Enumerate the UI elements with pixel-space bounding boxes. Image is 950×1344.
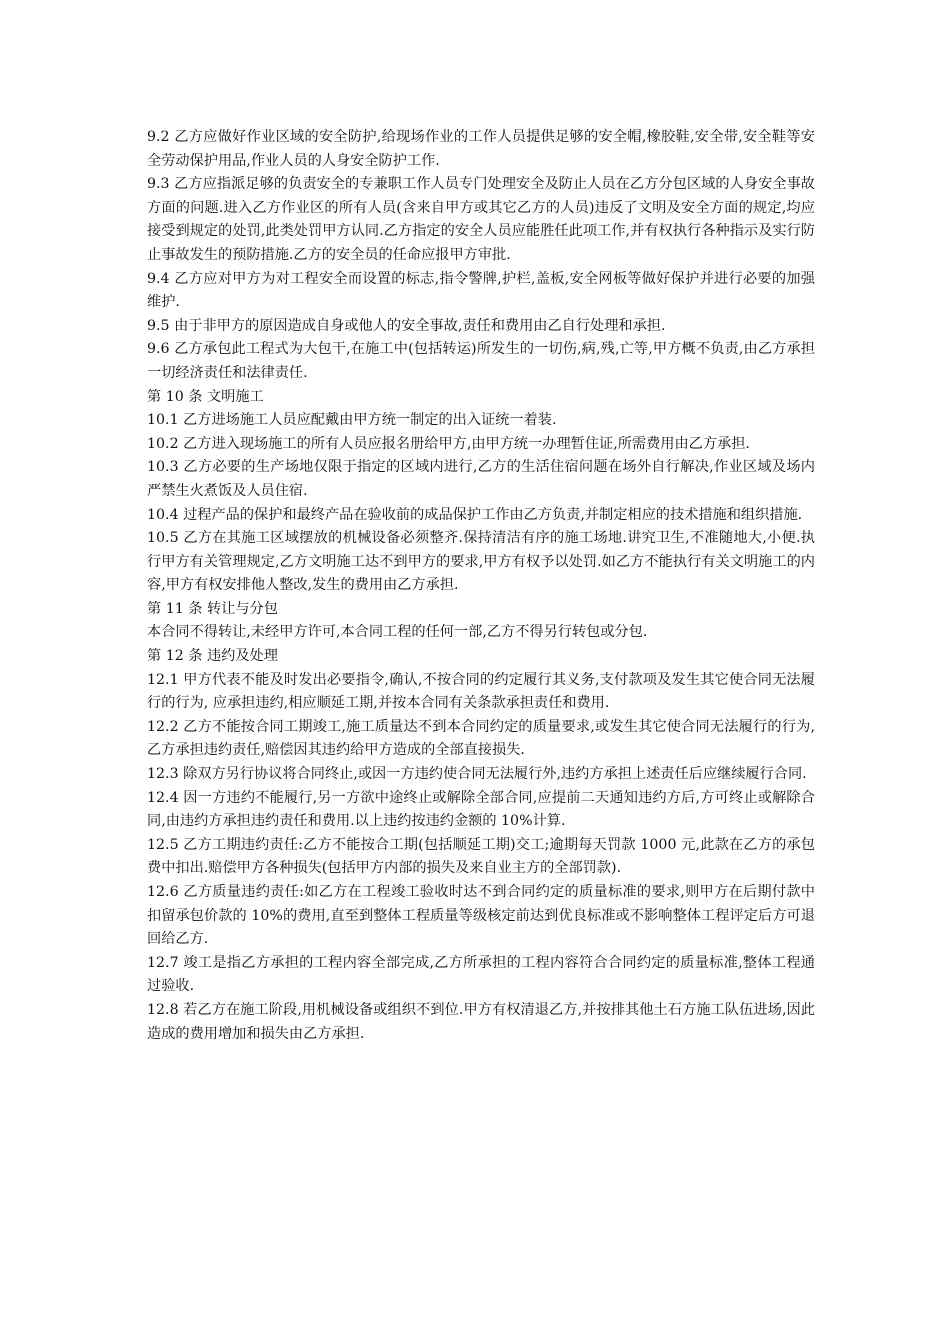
clause-12-2: 12.2 乙方不能按合同工期竣工,施工质量达不到本合同约定的质量要求,或发生其它使合同无法履行的行为,乙方承担违约责任,赔偿因其违约给甲方造成的全部直接损失. [147,718,815,759]
clause-12-6: 12.6 乙方质量违约责任:如乙方在工程竣工验收时达不到合同约定的质量标准的要求,则甲方在后期付款中扣留承包价款的 10%的费用,直至到整体工程质量等级核定前达到优良标准或不影响整体工程评定后方可退回给乙方. [147,884,815,948]
clause-9-4: 9.4 乙方应对甲方为对工程安全而设置的标志,指令警牌,护栏,盖板,安全网板等做好保护并进行必要的加强维护. [147,270,815,311]
clause-12-1: 12.1 甲方代表不能及时发出必要指令,确认,不按合同的约定履行其义务,支付款项及发生其它使合同无法履行的行为, 应承担违约,相应顺延工期,并按本合同有关条款承担责任和费用. [147,671,815,712]
clause-12-8: 12.8 若乙方在施工阶段,用机械设备或组织不到位.甲方有权清退乙方,并按排其他土石方施工队伍进场,因此造成的费用增加和损失由乙方承担. [147,1001,815,1042]
clause-9-6: 9.6 乙方承包此工程式为大包干,在施工中(包括转运)所发生的一切伤,病,残,亡等,甲方概不负责,由乙方承担一切经济责任和法律责任. [147,341,815,381]
article-12-heading: 第 12 条 违约及处理 [147,648,278,665]
clause-10-2: 10.2 乙方进入现场施工的所有人员应报名册给甲方,由甲方统一办理暂住证,所需费用由乙方承担. [147,435,750,452]
clause-12-4: 12.4 因一方违约不能履行,另一方欲中途终止或解除全部合同,应提前二天通知违约方后,方可终止或解除合同,由违约方承担违约责任和费用.以上违约按违约金额的 10%计算. [147,789,815,830]
clause-9-5: 9.5 由于非甲方的原因造成自身或他人的安全事故,责任和费用由乙自行处理和承担. [147,317,666,334]
clause-12-7: 12.7 竣工是指乙方承担的工程内容全部完成,乙方所承担的工程内容符合合同约定的质量标准,整体工程通过验收. [147,954,815,995]
clause-11-body: 本合同不得转让,未经甲方许可,本合同工程的任何一部,乙方不得另行转包或分包. [147,624,648,641]
clause-9-2: 9.2 乙方应做好作业区域的安全防护,给现场作业的工作人员提供足够的安全帽,橡胶鞋,安全带,安全鞋等安全劳动保护用品,作业人员的人身安全防护工作. [147,129,815,169]
clause-9-3: 9.3 乙方应指派足够的负责安全的专兼职工作人员专门处理安全及防止人员在乙方分包区域的人身安全事故方面的问题.进入乙方作业区的所有人员(含来自甲方或其它乙方的人员)违反了文明及安全方面的规定,均应接受到规定的处罚,此类处罚甲方认同.乙方指定的安全人员应能胜任此项工作,并有权执行各种指示及实行防止事故发生的预防措施.乙方的安全员的任命应报甲方审批. [147,176,815,263]
article-11-heading: 第 11 条 转让与分包 [147,600,278,617]
clause-10-3: 10.3 乙方必要的生产场地仅限于指定的区域内进行,乙方的生活住宿问题在场外自行解决,作业区域及场内严禁生火煮饭及人员住宿. [147,459,815,499]
clause-10-5: 10.5 乙方在其施工区域摆放的机械设备必须整齐.保持清洁有序的施工场地.讲究卫生,不准随地大,小便.执行甲方有关管理规定,乙方文明施工达不到甲方的要求,甲方有权予以处罚.如乙方不能执行有关文明施工的内容,甲方有权安排他人整改,发生的费用由乙方承担. [147,530,815,594]
clause-10-1: 10.1 乙方进场施工人员应配戴由甲方统一制定的出入证统一着装. [147,412,557,429]
article-10-heading: 第 10 条 文明施工 [147,388,264,405]
clause-12-5: 12.5 乙方工期违约责任:乙方不能按合工期(包括顺延工期)交工;逾期每天罚款 1000 元,此款在乙方的承包费中扣出.赔偿甲方各种损失(包括甲方内部的损失及来自业主方的全部罚款). [147,836,815,877]
document-body [147,126,815,1046]
clause-10-4: 10.4 过程产品的保护和最终产品在验收前的成品保护工作由乙方负责,并制定相应的技术措施和组织措施. [147,506,803,523]
clause-12-3: 12.3 除双方另行协议将合同终止,或因一方违约使合同无法履行外,违约方承担上述责任后应继续履行合同. [147,766,807,783]
